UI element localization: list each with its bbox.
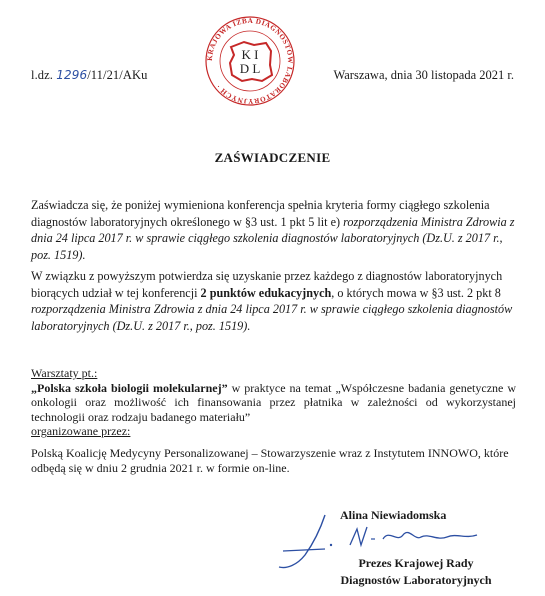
signatory-name: Alina Niewiadomska xyxy=(340,508,447,522)
p1-text: Zaświadcza się, że poniżej wymieniona konferencja spełnia kryteria formy ciągłego szkolenia diagnostów laboratoryjnych określonego w §3 ust. 1 pkt 5 lit e) xyxy=(31,198,490,229)
svg-text:K I: K I xyxy=(241,47,259,62)
workshop-name: „Polska szkoła biologii molekularnej” xyxy=(31,380,228,395)
kidl-seal-logo-icon xyxy=(204,15,296,107)
svg-text:D L: D L xyxy=(239,61,261,76)
p2-text: W związku z powyższym potwierdza się uzyskanie przez każdego z diagnostów laboratoryjnych biorących udział w tej konferencji xyxy=(31,269,503,300)
signatory-title xyxy=(316,555,516,588)
document-date: Warszawa, dnia 30 listopada 2021 r. xyxy=(333,68,514,82)
workshop-block xyxy=(31,366,516,439)
document-title: ZAŚWIADCZENIE xyxy=(214,150,331,165)
organizer-text: Polską Koalicję Medycyny Personalizowanej – Stowarzyszenie wraz z Instytutem INNOWO, które odbędą się w dniu 2 grudnia 2021 r. w formie on-line. xyxy=(31,446,509,475)
workshop-header: Warsztaty pt.: xyxy=(31,366,98,380)
signatory-title-line1: Prezes Krajowej Rady xyxy=(358,556,474,570)
svg-text:KRAJOWA IZBA DIAGNOSTÓW LABORA: KRAJOWA IZBA DIAGNOSTÓW LABORATORYJNYCH · xyxy=(205,16,295,106)
ref-prefix: l.dz. xyxy=(31,68,57,82)
points-paragraph xyxy=(31,268,516,334)
education-points: 2 punktów edukacyjnych xyxy=(200,285,332,300)
kidl-logo xyxy=(204,15,296,107)
certification-paragraph xyxy=(31,197,516,263)
workshop-description xyxy=(31,381,516,425)
ref-suffix: /11/21/AKu xyxy=(87,68,148,82)
workshop-topic: w praktyce na temat „Współczesne badania genetyczne w onkologii oraz możliwość ich finansowania przez płatnika w zależności od wykorzystanej technologii oraz rodzaju badanego materiału” xyxy=(31,380,516,424)
p2-text-2: , o których mowa w §3 ust. 2 pkt 8 xyxy=(331,285,501,300)
reference-number xyxy=(31,68,147,83)
organizer-header: organizowane przez: xyxy=(31,424,131,439)
p2-regulation: rozporządzenia Ministra Zdrowia z dnia 24 lipca 2017 r. w sprawie ciągłego szkolenia diagnostów laboratoryjnych (Dz.U. z 2017 r., poz. 1519). xyxy=(31,302,513,333)
ref-handwritten-number: 1296 xyxy=(56,68,88,82)
signatory-title-line2: Diagnostów Laboratoryjnych xyxy=(340,572,492,587)
p1-regulation: rozporządzenia Ministra Zdrowia z dnia 24 lipca 2017 r. w sprawie ciągłego szkolenia diagnostów laboratoryjnych (Dz.U. z 2017 r., poz. 1519). xyxy=(31,214,515,262)
